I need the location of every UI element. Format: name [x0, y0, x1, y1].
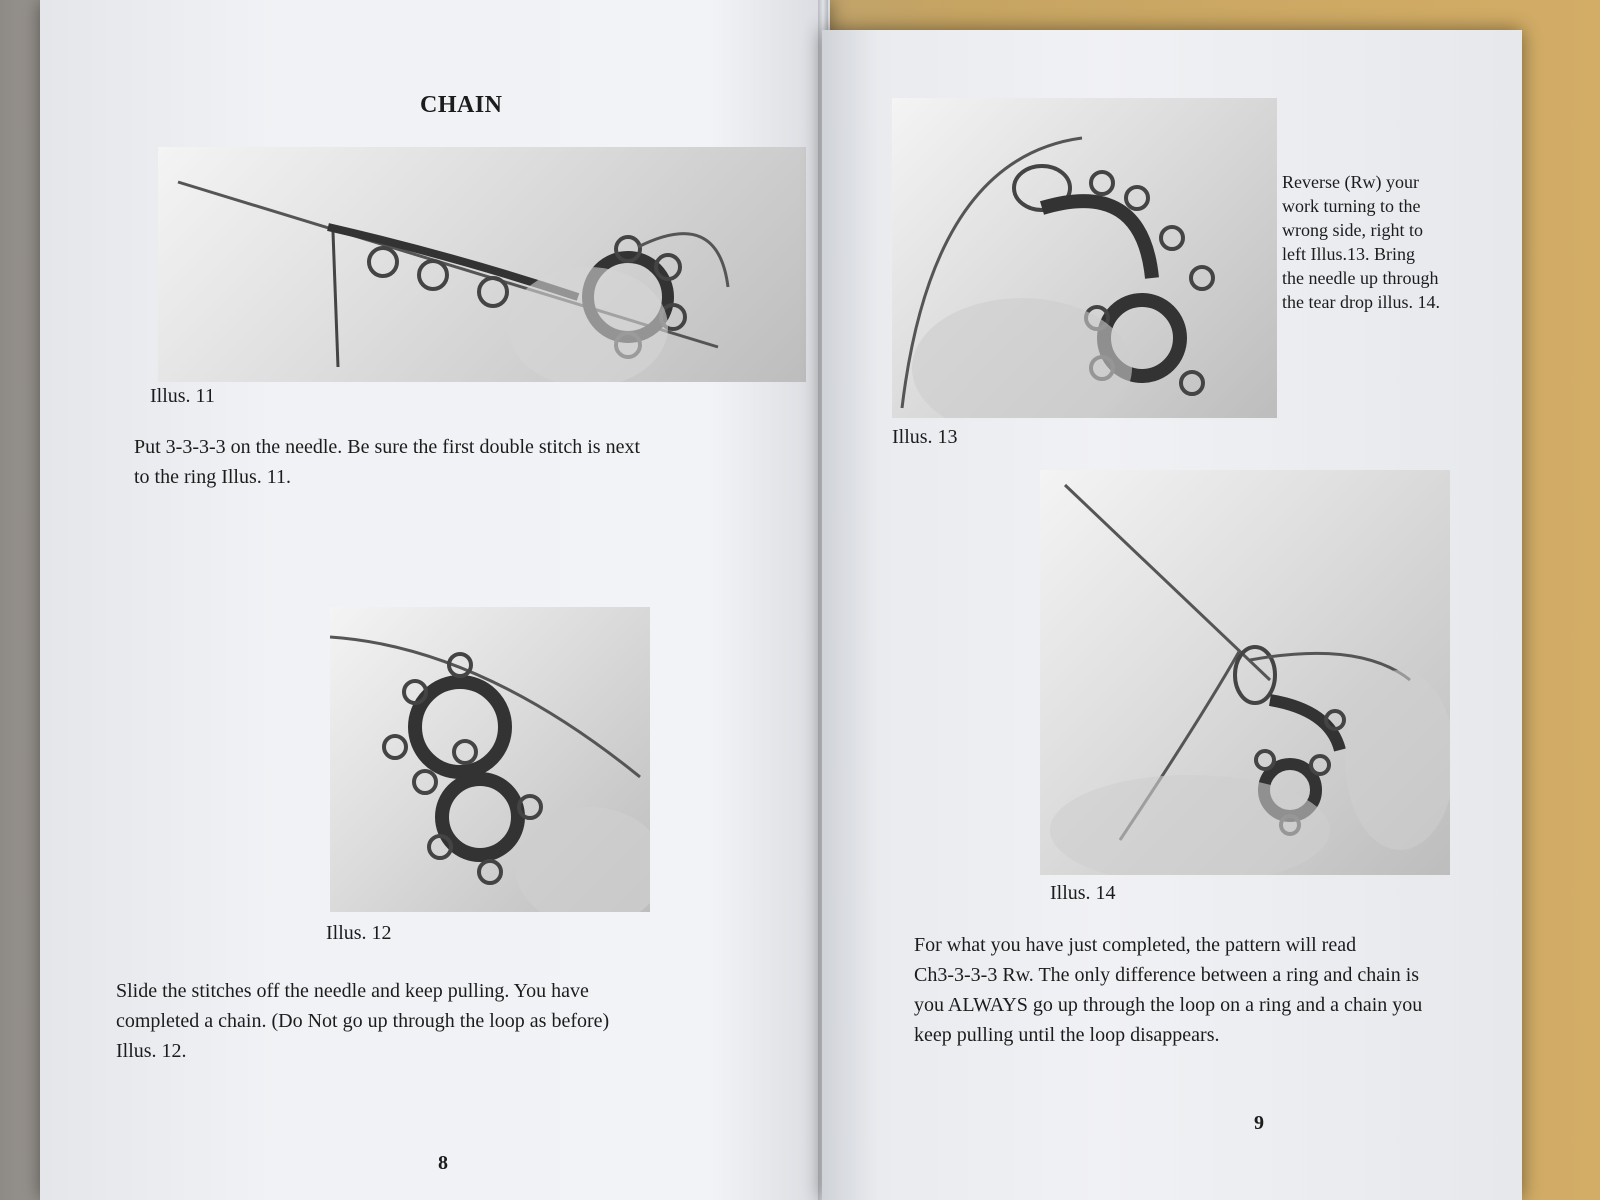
- left-page: [40, 0, 830, 1200]
- side-text-line-1: Reverse (Rw) your: [1282, 172, 1419, 192]
- text-2-line-3: Illus. 12.: [116, 1040, 187, 1062]
- tatted-rings-illustration: [330, 607, 650, 912]
- illus-13-caption: Illus. 13: [892, 426, 958, 448]
- text-2-line-1: Slide the stitches off the needle and keep pulling. You have: [116, 980, 589, 1002]
- needle-through-loop-illustration: [1040, 470, 1450, 875]
- page-title: CHAIN: [420, 92, 503, 118]
- text-line-1: For what you have just completed, the pattern will read: [914, 934, 1357, 956]
- page-number-left: 8: [438, 1152, 448, 1174]
- side-text-line-6: the tear drop illus. 14.: [1282, 292, 1440, 312]
- text-line-4: keep pulling until the loop disappears.: [914, 1024, 1220, 1046]
- text-line-2: Ch3-3-3-3 Rw. The only difference between a ring and chain is: [914, 964, 1420, 986]
- reverse-work-illustration: [892, 98, 1277, 418]
- text-1-line-2: to the ring Illus. 11.: [134, 466, 292, 488]
- illus-12-photo: [330, 607, 650, 912]
- illus-12-caption: Illus. 12: [326, 922, 392, 944]
- page-number-right: 9: [1254, 1112, 1264, 1134]
- illus-11-photo: [158, 147, 806, 382]
- side-text-line-4: left Illus.13. Bring: [1282, 244, 1415, 264]
- illus-14-caption: Illus. 14: [1050, 882, 1116, 904]
- needle-chain-illustration: [158, 147, 806, 382]
- illus-11-caption: Illus. 11: [150, 385, 215, 407]
- illus-13-photo: [892, 98, 1277, 418]
- side-text-line-3: wrong side, right to: [1282, 220, 1423, 240]
- side-text-line-5: the needle up through: [1282, 268, 1439, 288]
- right-page: [822, 30, 1522, 1200]
- illus-14-photo: [1040, 470, 1450, 875]
- side-text-line-2: work turning to the: [1282, 196, 1421, 216]
- text-1-line-1: Put 3-3-3-3 on the needle. Be sure the first double stitch is next: [134, 436, 641, 458]
- text-line-3: you ALWAYS go up through the loop on a ring and a chain you: [914, 994, 1423, 1016]
- text-2-line-2: completed a chain. (Do Not go up through the loop as before): [116, 1010, 610, 1032]
